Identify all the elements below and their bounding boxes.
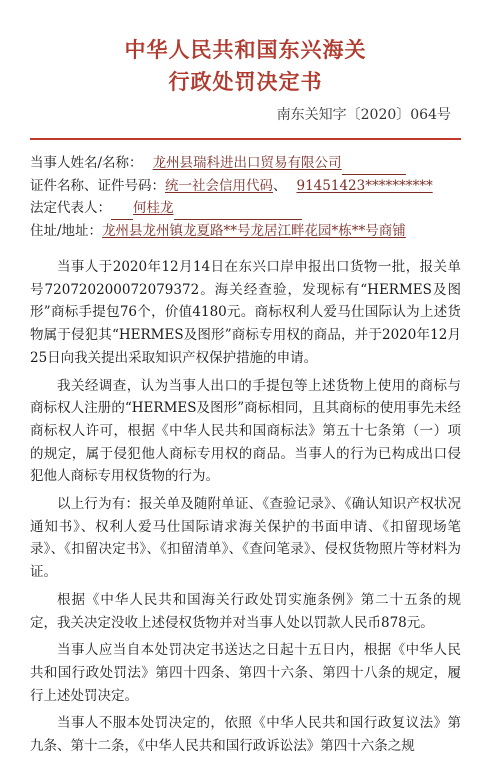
- address-row: [30, 220, 461, 243]
- blank-line: [111, 204, 133, 220]
- party-name-value: 龙州县瑞科进出口贸易有限公司: [152, 155, 342, 171]
- cert-type-value: 统一社会信用代码: [165, 177, 273, 194]
- paragraph-appeal: 当事人不服本处罚决定的，依照《中华人民共和国行政复议法》第九条、第十二条，《中华人民共和国行政诉讼法》第四十六条之规: [30, 715, 461, 755]
- doc-title-line2: 行政处罚决定书: [168, 69, 323, 94]
- address-value: 龙州县龙州镇龙夏路**号龙居江畔花园*栋**号商铺: [102, 222, 406, 239]
- cert-separator: 、: [273, 177, 287, 194]
- paragraph-investigation: 我关经调查，认为当事人出口的手提包等上述货物上使用的商标与商标权人注册的“HERMES及图形”商标相同，且其商标的使用事先未经商标权人许可，根据《中华人民共和国商标法》第五十七条第（一）项的规定，属于侵犯他人商标专用权的商品。当事人的行为已构成出口侵犯他人商标专用权货物的行为。: [30, 377, 461, 485]
- header-divider: [30, 138, 461, 140]
- address-label: 住址/地址：: [30, 222, 103, 239]
- blank-line: [342, 159, 406, 175]
- paragraph-penalty: 根据《中华人民共和国海关行政处罚实施条例》第二十五条的规定，我关决定没收上述侵权货物并对当事人处以罚款人民币878元。: [30, 591, 461, 631]
- rep-value: 何桂龙: [133, 200, 174, 216]
- cert-row: [30, 175, 461, 198]
- paragraph-fulfilment: 当事人应当自本处罚决定书送达之日起十五日内，根据《中华人民共和国行政处罚法》第四十四条、第四十六条、第四十八条的规定，履行上述处罚决定。: [30, 642, 461, 704]
- cert-number-value: 91451423**********: [296, 177, 433, 194]
- party-info: [30, 152, 461, 242]
- party-name-label: 当事人姓名/名称：: [30, 155, 143, 171]
- party-name-row: [30, 152, 461, 175]
- doc-title-line1: 中华人民共和国东兴海关: [124, 37, 367, 62]
- paragraph-facts: 当事人于2020年12月14日在东兴口岸申报出口货物一批，报关单号720720200072079372。海关经查验，发现标有“HERMES及图形”商标手提包76个，价值4180元。商标权利人爱马仕国际认为上述货物属于侵犯其“HERMES及图形”商标专用权的商品，并于2020年12月25日向我关提出采取知识产权保护措施的申请。: [30, 259, 461, 366]
- decision-body: [30, 256, 461, 758]
- cert-label: 证件名称、证件号码：: [30, 177, 165, 194]
- doc-number: 南东关知字〔2020〕064号: [276, 107, 451, 123]
- paragraph-evidence: 以上行为有：报关单及随附单证、《查验记录》、《确认知识产权状况通知书》、权利人爱马仕国际请求海关保护的书面申请、《扣留现场笔录》、《扣留决定书》、《扣留清单》、《查问笔录》、侵权货物照片等材料为证。: [30, 496, 461, 581]
- rep-label: 法定代表人：: [30, 200, 111, 216]
- blank-line: [174, 204, 302, 220]
- rep-row: [30, 197, 461, 220]
